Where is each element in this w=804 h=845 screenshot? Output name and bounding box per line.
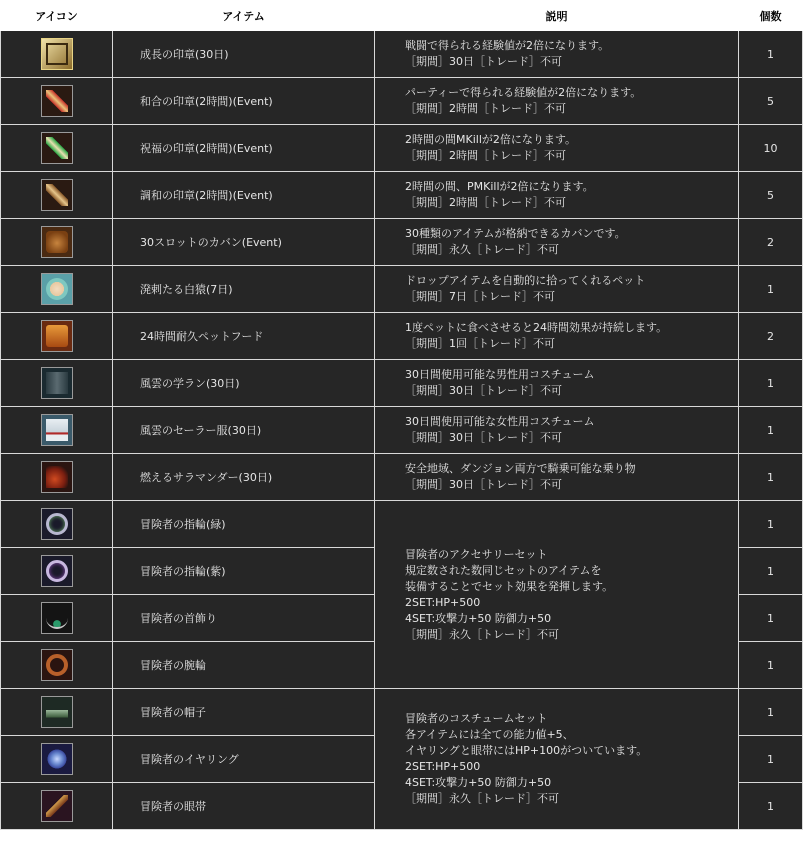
item-name: 燃えるサラマンダー(30日) (113, 454, 375, 501)
item-description: 戦闘で得られる経験値が2倍になります。 ［期間］30日［トレード］不可 (375, 31, 739, 78)
item-quantity: 10 (739, 125, 803, 172)
pet-icon (41, 273, 73, 305)
table-row (1, 266, 803, 313)
item-name: 冒険者の腕輪 (113, 642, 375, 689)
icon-cell (1, 266, 113, 313)
item-description: 1度ペットに食べさせると24時間効果が持続します。 ［期間］1回［トレード］不可 (375, 313, 739, 360)
item-quantity: 2 (739, 313, 803, 360)
table-row (1, 313, 803, 360)
sailor-uniform-icon (41, 414, 73, 446)
table-row (1, 125, 803, 172)
item-description: パーティーで得られる経験値が2倍になります。 ［期間］2時間［トレード］不可 (375, 78, 739, 125)
table-row (1, 219, 803, 266)
eyepatch-icon (41, 790, 73, 822)
item-quantity: 1 (739, 689, 803, 736)
icon-cell (1, 548, 113, 595)
costume-set-description: 冒険者のコスチュームセット 各アイテムには全ての能力値+5、 イヤリングと眼帯にはHP+100がついています。 2SET:HP+500 4SET:攻撃力+50 防御力+50 ［期間］永久［トレード］不可 (375, 689, 739, 830)
icon-cell (1, 360, 113, 407)
table-row (1, 172, 803, 219)
pet-food-icon (41, 320, 73, 352)
item-quantity: 1 (739, 31, 803, 78)
bracelet-icon (41, 649, 73, 681)
table-row (1, 78, 803, 125)
earring-icon (41, 743, 73, 775)
item-name: 祝福の印章(2時間)(Event) (113, 125, 375, 172)
icon-cell (1, 313, 113, 360)
icon-cell (1, 454, 113, 501)
icon-cell (1, 501, 113, 548)
table-row (1, 501, 803, 548)
item-name: 冒険者の帽子 (113, 689, 375, 736)
icon-cell (1, 736, 113, 783)
item-name: 冒険者の指輪(緑) (113, 501, 375, 548)
header-quantity: 個数 (739, 1, 803, 31)
item-description: 2時間の間、PMKillが2倍になります。 ［期間］2時間［トレード］不可 (375, 172, 739, 219)
icon-cell (1, 407, 113, 454)
item-quantity: 1 (739, 501, 803, 548)
header-icon: アイコン (1, 1, 113, 31)
brown-scroll-icon (41, 179, 73, 211)
icon-cell (1, 689, 113, 736)
item-name: 成長の印章(30日) (113, 31, 375, 78)
header-row (1, 1, 803, 31)
school-uniform-icon (41, 367, 73, 399)
item-quantity: 5 (739, 172, 803, 219)
item-description: 30種類のアイテムが格納できるカバンです。 ［期間］永久［トレード］不可 (375, 219, 739, 266)
item-name: 風雲のセーラー服(30日) (113, 407, 375, 454)
item-name: 冒険者の首飾り (113, 595, 375, 642)
seal-icon (41, 38, 73, 70)
green-scroll-icon (41, 132, 73, 164)
header-item: アイテム (113, 1, 375, 31)
item-name: 風雲の学ラン(30日) (113, 360, 375, 407)
hat-icon (41, 696, 73, 728)
item-description: 30日間使用可能な女性用コスチューム ［期間］30日［トレード］不可 (375, 407, 739, 454)
item-quantity: 1 (739, 266, 803, 313)
item-name: 冒険者の眼帯 (113, 783, 375, 830)
icon-cell (1, 78, 113, 125)
item-description: 2時間の間MKillが2倍になります。 ［期間］2時間［トレード］不可 (375, 125, 739, 172)
item-name: 調和の印章(2時間)(Event) (113, 172, 375, 219)
item-quantity: 1 (739, 407, 803, 454)
bag-icon (41, 226, 73, 258)
icon-cell (1, 642, 113, 689)
item-name: 冒険者の指輪(紫) (113, 548, 375, 595)
icon-cell (1, 172, 113, 219)
item-name: 30スロットのカバン(Event) (113, 219, 375, 266)
item-name: 冒険者のイヤリング (113, 736, 375, 783)
item-name: 溌剌たる白猿(7日) (113, 266, 375, 313)
item-quantity: 1 (739, 642, 803, 689)
table-row (1, 31, 803, 78)
icon-cell (1, 31, 113, 78)
item-quantity: 1 (739, 783, 803, 830)
accessory-set-description: 冒険者のアクセサリーセット 規定数された数同じセットのアイテムを 装備することでセット効果を発揮します。 2SET:HP+500 4SET:攻撃力+50 防御力+50 ［期間］永久［トレード］不可 (375, 501, 739, 689)
icon-cell (1, 125, 113, 172)
item-name: 24時間耐久ペットフード (113, 313, 375, 360)
header-description: 説明 (375, 1, 739, 31)
item-description: 30日間使用可能な男性用コスチューム ［期間］30日［トレード］不可 (375, 360, 739, 407)
item-description: 安全地域、ダンジョン両方で騎乗可能な乗り物 ［期間］30日［トレード］不可 (375, 454, 739, 501)
item-name: 和合の印章(2時間)(Event) (113, 78, 375, 125)
item-quantity: 5 (739, 78, 803, 125)
item-quantity: 1 (739, 736, 803, 783)
icon-cell (1, 595, 113, 642)
icon-cell (1, 783, 113, 830)
red-scroll-icon (41, 85, 73, 117)
table-row (1, 689, 803, 736)
item-quantity: 1 (739, 360, 803, 407)
item-description: ドロップアイテムを自動的に拾ってくれるペット ［期間］7日［トレード］不可 (375, 266, 739, 313)
table-row (1, 407, 803, 454)
item-quantity: 1 (739, 595, 803, 642)
necklace-icon (41, 602, 73, 634)
table-row (1, 360, 803, 407)
salamander-icon (41, 461, 73, 493)
purple-ring-icon (41, 555, 73, 587)
item-quantity: 1 (739, 548, 803, 595)
item-quantity: 2 (739, 219, 803, 266)
item-quantity: 1 (739, 454, 803, 501)
green-ring-icon (41, 508, 73, 540)
icon-cell (1, 219, 113, 266)
table-row (1, 454, 803, 501)
